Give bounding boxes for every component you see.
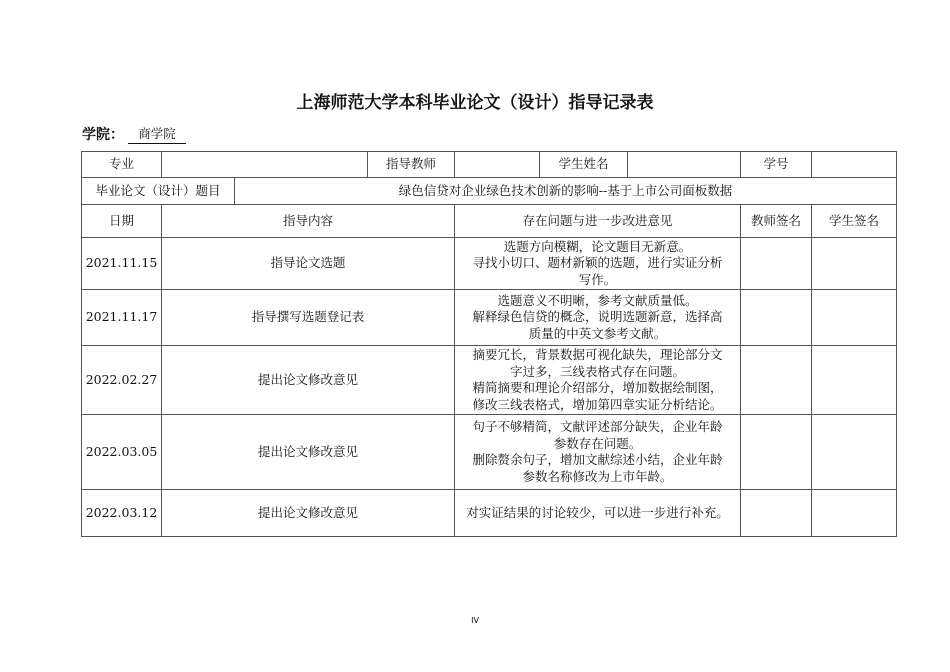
issue-line: 对实证结果的讨论较少，可以进一步进行补充。: [466, 504, 729, 520]
student-signature-cell: [811, 289, 897, 346]
advisor-label: 指导教师: [367, 151, 455, 178]
page-number: IV: [471, 616, 479, 625]
teacher-signature-cell: [740, 237, 812, 290]
major-label: 专业: [81, 151, 162, 178]
teacher-signature-cell: [740, 289, 812, 346]
student-signature-cell: [811, 345, 897, 415]
issue-line: 删除赘余句子，增加文献综述小结，企业年龄: [472, 452, 723, 467]
issue-line: 摘要冗长，背景数据可视化缺失，理论部分文: [472, 347, 723, 362]
header-issues: 存在问题与进一步改进意见: [454, 204, 741, 238]
issue-line: 质量的中英文参考文献。: [528, 325, 667, 341]
advisor-value: [454, 151, 540, 178]
student-signature-cell: [811, 237, 897, 290]
teacher-signature-cell: [740, 414, 812, 490]
issue-line: 精简摘要和理论介绍部分，增加数据绘制图，: [472, 380, 723, 395]
issue-line: 句子不够精简，文献评述部分缺失，企业年龄: [472, 419, 723, 434]
issue-line: 字过多，三线表格式存在问题。: [509, 363, 685, 379]
record-content: 提出论文修改意见: [161, 345, 455, 415]
record-date: 2021.11.17: [81, 289, 162, 346]
record-date: 2022.03.12: [81, 489, 162, 537]
student-name-label: 学生姓名: [539, 151, 628, 178]
header-teacher-sign: 教师签名: [740, 204, 812, 238]
record-issues: [454, 289, 741, 346]
topic-label: 毕业论文（设计）题目: [81, 177, 235, 205]
major-value: [161, 151, 368, 178]
record-issues: [454, 345, 741, 415]
record-content: 指导撰写选题登记表: [161, 289, 455, 346]
record-content: 提出论文修改意见: [161, 489, 455, 537]
teacher-signature-cell: [740, 345, 812, 415]
college-value: 商学院: [128, 124, 186, 144]
topic-value: 绿色信贷对企业绿色技术创新的影响--基于上市公司面板数据: [234, 177, 897, 205]
record-issues: [454, 237, 741, 290]
issue-line: 选题意义不明晰，参考文献质量低。: [497, 292, 698, 308]
student-signature-cell: [811, 489, 897, 537]
record-content: 指导论文选题: [161, 237, 455, 290]
header-content: 指导内容: [161, 204, 455, 238]
record-issues: [454, 414, 741, 490]
header-date: 日期: [81, 204, 162, 238]
record-date: 2022.03.05: [81, 414, 162, 490]
record-date: 2022.02.27: [81, 345, 162, 415]
record-issues: [454, 489, 741, 537]
record-content: 提出论文修改意见: [161, 414, 455, 490]
issue-line: 写作。: [578, 271, 617, 287]
record-date: 2021.11.15: [81, 237, 162, 290]
page-title: 上海师范大学本科毕业论文（设计）指导记录表: [296, 93, 654, 113]
student-name-value: [627, 151, 741, 178]
issue-line: 寻找小切口、题材新颖的选题，进行实证分析: [472, 255, 723, 271]
student-id-label: 学号: [740, 151, 812, 178]
issue-line: 解释绿色信贷的概念，说明选题新意，选择高: [472, 309, 723, 325]
student-id-value: [811, 151, 897, 178]
issue-line: 参数名称修改为上市年龄。: [522, 468, 673, 484]
student-signature-cell: [811, 414, 897, 490]
teacher-signature-cell: [740, 489, 812, 537]
issue-line: 选题方向模糊，论文题目无新意。: [503, 238, 692, 254]
college-label: 学院：: [82, 127, 124, 143]
issue-line: 修改三线表格式，增加第四章实证分析结论。: [472, 396, 723, 412]
issue-line: 参数存在问题。: [553, 435, 642, 451]
header-student-sign: 学生签名: [811, 204, 897, 238]
